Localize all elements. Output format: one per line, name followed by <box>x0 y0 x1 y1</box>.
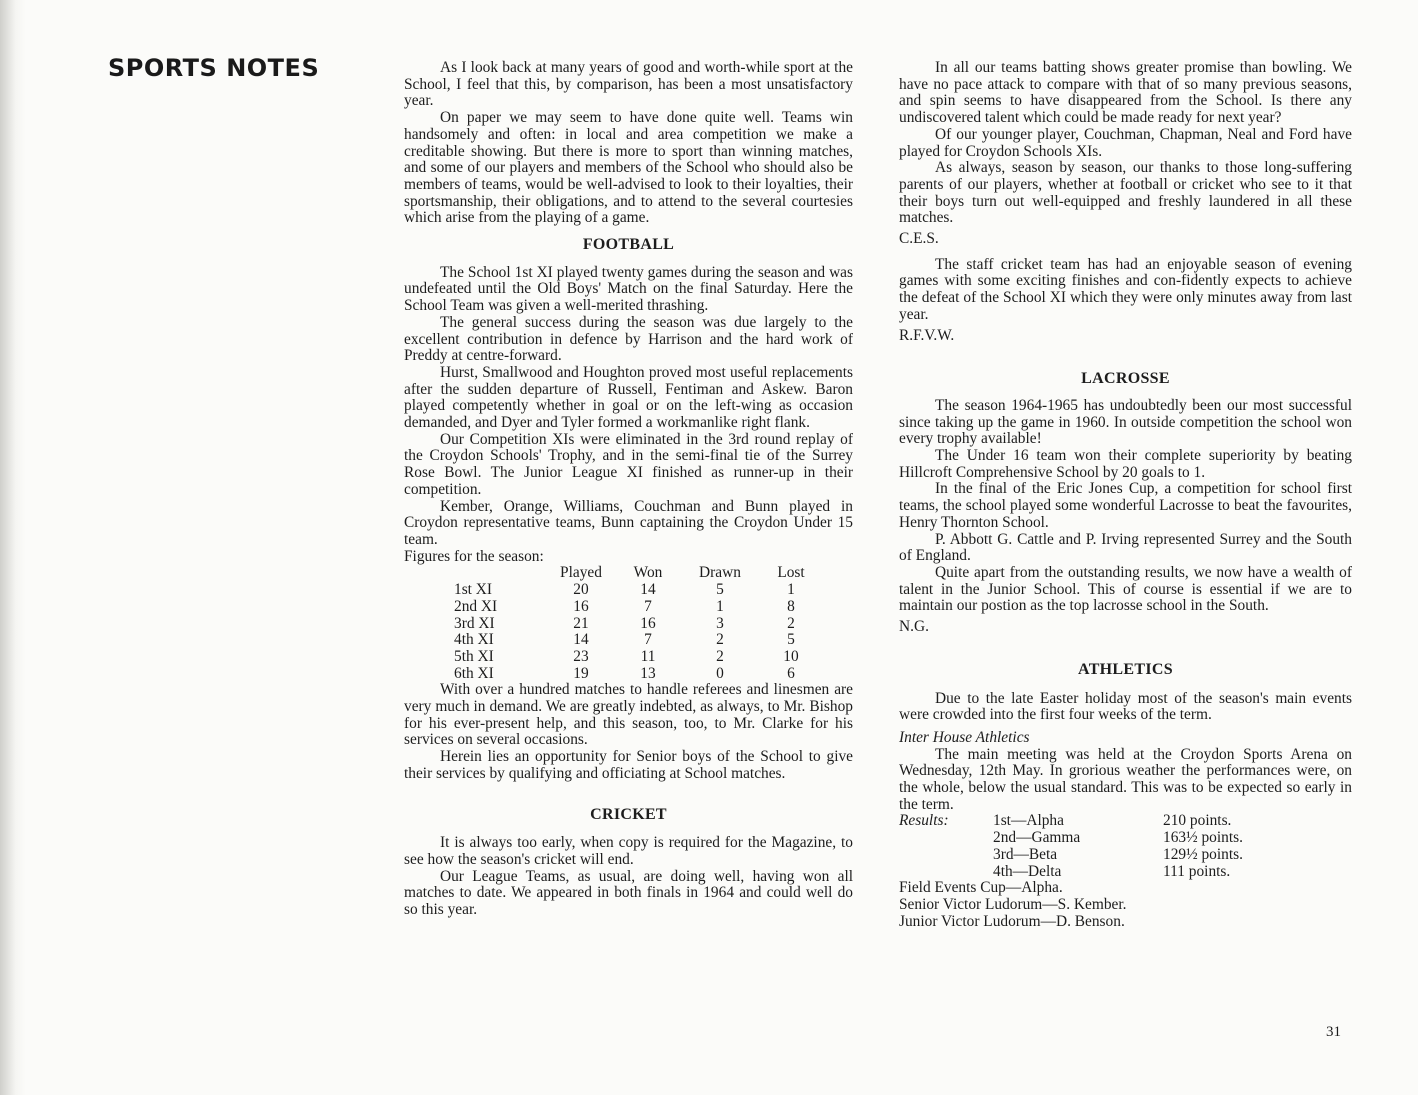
result-points: 129½ points. <box>1163 845 1243 863</box>
page-heading: SPORTS NOTES <box>108 54 320 82</box>
football-paragraph: Herein lies an opportunity for Senior boys of the School to give their services by qualifying and officiating at School matches. <box>404 748 853 782</box>
column-header: Played <box>560 564 602 582</box>
lost-cell: 1 <box>787 581 795 599</box>
drawn-cell: 5 <box>716 581 724 599</box>
won-cell: 7 <box>644 597 652 615</box>
cricket-paragraph: Of our younger player, Couchman, Chapman, Neal and Ford have played for Croydon Schools XIs. <box>899 125 1352 160</box>
table-row <box>450 582 826 599</box>
page-gutter-shadow <box>0 0 26 1095</box>
field-events-result: Field Events Cup—Alpha. <box>899 879 1063 897</box>
lacrosse-heading: LACROSSE <box>1081 370 1170 388</box>
team-cell: 3rd XI <box>454 614 495 632</box>
lacrosse-paragraph: The Under 16 team won their complete superiority by beating Hillcroft Comprehensive School by 20 goals to 1. <box>899 447 1352 481</box>
played-cell: 21 <box>573 614 589 632</box>
column-header: Lost <box>777 564 805 582</box>
column-middle <box>404 60 853 919</box>
played-cell: 14 <box>573 631 589 649</box>
athletics-paragraph: Due to the late Easter holiday most of the season's main events were crowded into the first four weeks of the term. <box>899 689 1352 724</box>
cricket-heading: CRICKET <box>590 805 667 823</box>
team-cell: 2nd XI <box>454 597 498 615</box>
drawn-cell: 0 <box>716 664 724 682</box>
table-row <box>450 632 826 649</box>
won-cell: 14 <box>640 581 656 599</box>
drawn-cell: 1 <box>716 597 724 615</box>
football-paragraph: With over a hundred matches to handle referees and linesmen are very much in demand. We are greatly indebted, as always, to Mr. Bishop for his ever-present help, and this season, too, to Mr. Clarke for his services on several occasions. <box>404 681 853 749</box>
won-cell: 11 <box>640 647 656 665</box>
column-header: Won <box>633 564 663 582</box>
results-label: Results: <box>899 812 949 830</box>
author-signature: C.E.S. <box>899 230 939 248</box>
won-cell: 7 <box>644 631 652 649</box>
won-cell: 13 <box>640 664 656 682</box>
senior-victor-ludorum: Senior Victor Ludorum—S. Kember. <box>899 895 1127 913</box>
football-paragraph: Kember, Orange, Williams, Couchman and Bunn played in Croydon representative teams, Bunn captaining the Croydon Under 15 team. <box>404 497 853 548</box>
football-paragraph: The School 1st XI played twenty games during the season and was undefeated until the Old Boys' Match on the final Saturday. Here the School Team was given a well-merited thrashing. <box>404 263 853 315</box>
result-points: 163½ points. <box>1163 829 1243 847</box>
drawn-cell: 3 <box>716 614 724 632</box>
athletics-results <box>899 813 1352 880</box>
athletics-paragraph: The main meeting was held at the Croydon Sports Arena on Wednesday, 12th May. In grorious weather the performances were, on the whole, below the usual standard. This was to be expected so early in the term. <box>899 745 1352 813</box>
lost-cell: 2 <box>787 614 795 632</box>
team-cell: 4th XI <box>454 631 494 649</box>
played-cell: 16 <box>573 597 589 615</box>
cricket-paragraph: It is always too early, when copy is required for the Magazine, to see how the season's cricket will end. <box>404 834 853 868</box>
result-place: 3rd—Beta <box>993 845 1058 863</box>
table-row <box>450 599 826 616</box>
table-header-row <box>450 565 826 582</box>
played-cell: 23 <box>573 647 589 665</box>
drawn-cell: 2 <box>716 631 724 649</box>
football-results-table <box>450 565 826 682</box>
drawn-cell: 2 <box>716 647 724 665</box>
team-cell: 5th XI <box>454 647 494 665</box>
won-cell: 16 <box>640 614 656 632</box>
result-place: 1st—Alpha <box>993 812 1064 830</box>
cricket-paragraph: Our League Teams, as usual, are doing well, having won all matches to date. We appeared in both finals in 1964 and could well do so this year. <box>404 867 853 919</box>
cricket-paragraph: In all our teams batting shows greater promise than bowling. We have no pace attack to compare with that of so many previous seasons, and spin seems to have disappeared from the School. Is there any undiscovered talent which could be made ready for next year? <box>899 59 1352 127</box>
author-signature: R.F.V.W. <box>899 326 955 344</box>
lacrosse-paragraph: Quite apart from the outstanding results, we now have a wealth of talent in the Junior School. This of course is essential if we are to maintain our postion as the top lacrosse school in the South. <box>899 563 1352 615</box>
page-number: 31 <box>1326 1024 1341 1040</box>
figures-label: Figures for the season: <box>404 547 544 565</box>
staff-cricket-paragraph: The staff cricket team has had an enjoyable season of evening games with some exciting finishes and con-fidently expects to achieve the defeat of the School XI which they were only minutes away from last year. <box>899 255 1352 323</box>
team-cell: 1st XI <box>454 581 493 599</box>
lost-cell: 5 <box>787 631 795 649</box>
intro-paragraph: On paper we may seem to have done quite well. Teams win handsomely and often: in local and area competition we make a creditable showing. But there is more to sport than winning matches, and some of our players and members of the School who should also be members of teams, would be well-advised to look to their loyalties, their sportsmanship, their obligations, and to attend to the several courtesies which arise from the playing of a game. <box>404 109 853 227</box>
football-paragraph: Our Competition XIs were eliminated in the 3rd round replay of the Croydon Schools' Trophy, and in the semi-final tie of the Surrey Rose Bowl. The Junior League XI finished as runner-up in their competition. <box>404 430 853 498</box>
lacrosse-paragraph: The season 1964-1965 has undoubtedly been our most successful since taking up the game in 1960. In outside competition the school won every trophy available! <box>899 396 1352 448</box>
table-row <box>450 649 826 666</box>
intro-paragraph: As I look back at many years of good and worth-while sport at the School, I feel that this, by comparison, has been a most unsatisfactory year. <box>404 59 853 110</box>
lost-cell: 8 <box>787 597 795 615</box>
played-cell: 20 <box>573 581 589 599</box>
column-right <box>899 60 1352 930</box>
football-paragraph: The general success during the season was due largely to the excellent contribution in defence by Harrison and the hard work of Preddy at centre-forward. <box>404 313 853 365</box>
lost-cell: 10 <box>783 647 799 665</box>
table-row <box>450 666 826 683</box>
result-place: 4th—Delta <box>993 862 1062 880</box>
football-paragraph: Hurst, Smallwood and Houghton proved most useful replacements after the sudden departure of Russell, Fentiman and Askew. Baron played competently whether in goal or on the left-wing as occasion demanded, and Dyer and Tyler formed a workmanlike right flank. <box>404 363 853 432</box>
column-header: Drawn <box>699 564 741 582</box>
result-points: 210 points. <box>1163 812 1232 830</box>
result-points: 111 points. <box>1163 862 1231 880</box>
author-signature: N.G. <box>899 618 929 636</box>
cricket-paragraph: As always, season by season, our thanks to those long-suffering parents of our players, whether at football or cricket who see to it that their boys turn out well-equipped and freshly laundered in all these matches. <box>899 159 1352 227</box>
lacrosse-paragraph: P. Abbott G. Cattle and P. Irving represented Surrey and the South of England. <box>899 530 1352 565</box>
football-heading: FOOTBALL <box>582 236 675 254</box>
table-row <box>450 616 826 633</box>
result-place: 2nd—Gamma <box>993 829 1081 847</box>
athletics-heading: ATHLETICS <box>1078 660 1173 678</box>
junior-victor-ludorum: Junior Victor Ludorum—D. Benson. <box>899 912 1125 930</box>
athletics-subheading: Inter House Athletics <box>899 728 1030 746</box>
lacrosse-paragraph: In the final of the Eric Jones Cup, a competition for school first teams, the school played some wonderful Lacrosse to beat the favourites, Henry Thornton School. <box>899 480 1352 531</box>
team-cell: 6th XI <box>454 664 494 682</box>
played-cell: 19 <box>573 664 589 682</box>
lost-cell: 6 <box>787 664 795 682</box>
